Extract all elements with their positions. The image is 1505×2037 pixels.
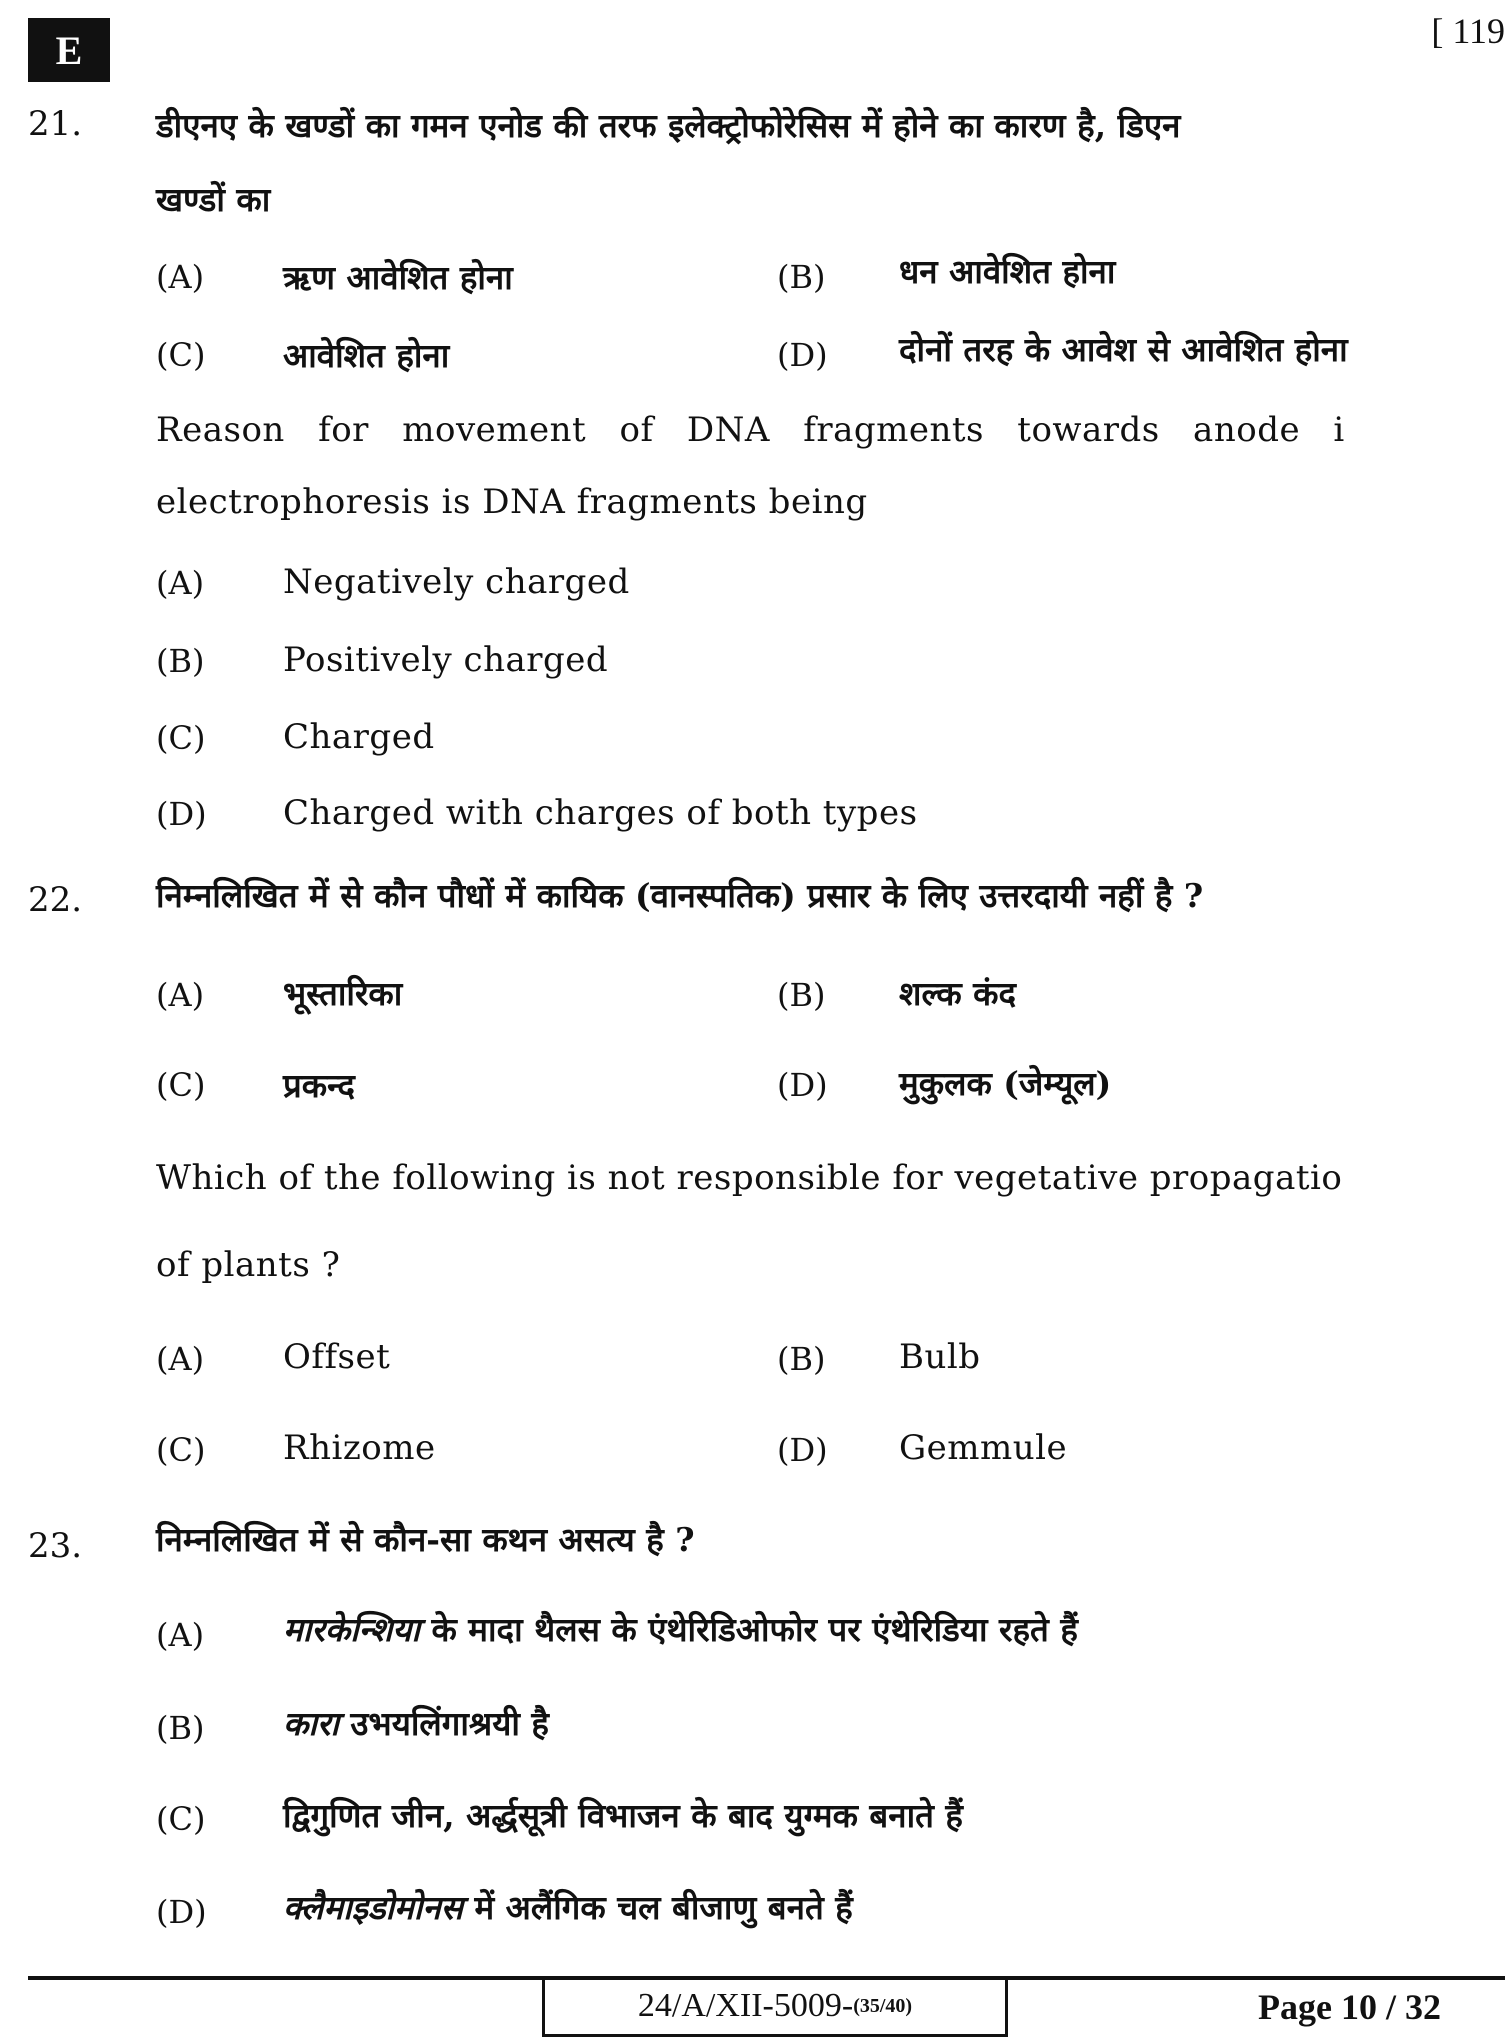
- option-rest: उभयलिंगाश्रयी है: [338, 1704, 549, 1743]
- option-text: [283, 1700, 549, 1745]
- option-text: प्रकन्द: [283, 1066, 355, 1105]
- option-label: (B): [777, 258, 826, 296]
- option-label: (B): [156, 642, 205, 680]
- option-rest: में अलैंगिक चल बीजाणु बनते हैं: [462, 1888, 853, 1927]
- question-text-hindi: डीएनए के खण्डों का गमन एनोड की तरफ इलेक्ट्रोफोरेसिस में होने का कारण है, डिएन: [156, 106, 1181, 145]
- option-label: (C): [156, 1800, 206, 1838]
- option-text: [283, 1884, 853, 1929]
- option-text: Negatively charged: [283, 562, 630, 602]
- option-text: दोनों तरह के आवेश से आवेशित होना: [899, 330, 1348, 369]
- option-label: (C): [156, 719, 206, 757]
- paper-code-box: [542, 1978, 1008, 2037]
- question-text-english: of plants ?: [156, 1245, 341, 1285]
- question-text-english: Which of the following is not responsible for vegetative propagatio: [156, 1158, 1343, 1198]
- italic-term: क्लैमाइडोमोनस: [283, 1888, 463, 1927]
- question-code: [ 119: [1431, 11, 1505, 51]
- page-number: Page 10 / 32: [1258, 1987, 1441, 2027]
- question-number: 21.: [28, 104, 83, 144]
- question-number: 22.: [28, 880, 83, 920]
- paper-code: 24/A/XII-5009-: [637, 1987, 854, 2024]
- option-label: (A): [156, 564, 205, 602]
- option-label: (C): [156, 1431, 206, 1469]
- option-text: धन आवेशित होना: [899, 252, 1116, 291]
- option-label: (D): [156, 1893, 207, 1931]
- option-text: आवेशित होना: [283, 336, 450, 375]
- option-text: Gemmule: [899, 1428, 1068, 1468]
- option-label: (C): [156, 1066, 206, 1104]
- question-text-hindi: खण्डों का: [156, 180, 271, 219]
- option-text: Rhizome: [283, 1428, 436, 1468]
- option-text: Charged: [283, 717, 435, 757]
- option-label: (A): [156, 1340, 205, 1378]
- option-text: Charged with charges of both types: [283, 793, 918, 833]
- option-text: [283, 1606, 1078, 1651]
- option-label: (B): [777, 1340, 826, 1378]
- question-text-english: electrophoresis is DNA fragments being: [156, 482, 868, 522]
- option-label: (D): [777, 336, 828, 374]
- option-label: (B): [777, 976, 826, 1014]
- option-text: ऋण आवेशित होना: [283, 258, 513, 297]
- option-text: Offset: [283, 1337, 391, 1377]
- question-number: 23.: [28, 1526, 83, 1566]
- question-text-english: Reason for movement of DNA fragments towards anode i: [156, 410, 1345, 450]
- option-label: (D): [777, 1066, 828, 1104]
- option-text: Positively charged: [283, 640, 609, 680]
- set-badge: E: [28, 18, 110, 82]
- option-text: मुकुलक (जेम्यूल): [899, 1064, 1112, 1103]
- italic-term: कारा: [283, 1704, 339, 1743]
- option-label: (A): [156, 976, 205, 1014]
- option-text: भूस्तारिका: [283, 974, 403, 1013]
- option-label: (A): [156, 258, 205, 296]
- italic-term: मारकेन्शिया: [283, 1610, 420, 1649]
- option-text: [283, 1792, 963, 1837]
- option-rest: के मादा थैलस के एंथेरिडिओफोर पर एंथेरिडिया रहते हैं: [419, 1610, 1078, 1649]
- option-text: Bulb: [899, 1337, 981, 1377]
- option-rest: द्विगुणित जीन, अर्द्धसूत्री विभाजन के बाद युग्मक बनाते हैं: [283, 1796, 963, 1835]
- question-text-hindi: निम्नलिखित में से कौन पौधों में कायिक (वानस्पतिक) प्रसार के लिए उत्तरदायी नहीं है ?: [156, 876, 1204, 915]
- option-label: (D): [777, 1431, 828, 1469]
- option-label: (C): [156, 336, 206, 374]
- option-label: (B): [156, 1709, 205, 1747]
- option-label: (D): [156, 795, 207, 833]
- option-text: शल्क कंद: [899, 974, 1017, 1013]
- paper-code-sub: (35/40): [853, 1994, 913, 2017]
- question-text-hindi: निम्नलिखित में से कौन-सा कथन असत्य है ?: [156, 1520, 695, 1559]
- option-label: (A): [156, 1616, 205, 1654]
